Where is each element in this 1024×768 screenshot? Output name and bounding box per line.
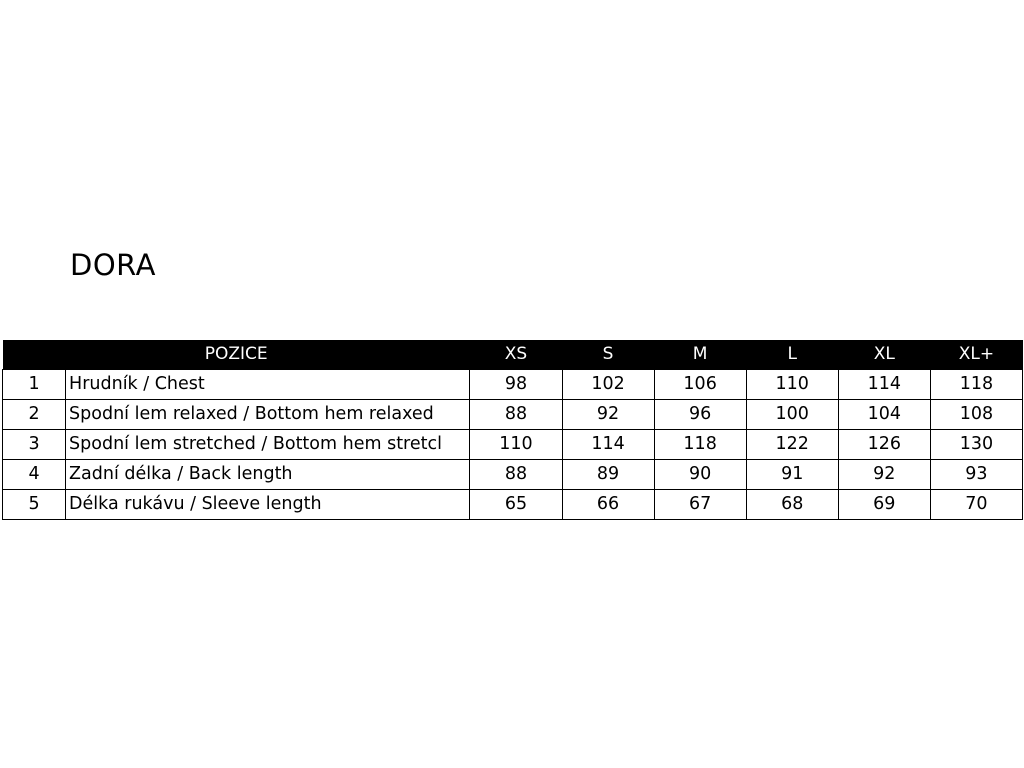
cell-value: 67 xyxy=(654,489,746,519)
cell-value: 88 xyxy=(470,399,562,429)
cell-value: 89 xyxy=(562,459,654,489)
header-size-xl: XL xyxy=(873,344,895,365)
cell-value: 106 xyxy=(654,369,746,399)
cell-value: 108 xyxy=(930,399,1022,429)
header-size-s: S xyxy=(602,344,614,365)
size-chart-table xyxy=(2,340,1023,520)
cell-value: 118 xyxy=(654,429,746,459)
cell-value: 68 xyxy=(746,489,838,519)
cell-value: 88 xyxy=(470,459,562,489)
cell-value: 104 xyxy=(838,399,930,429)
table-body xyxy=(3,369,1023,519)
row-label: Spodní lem stretched / Bottom hem stretcl xyxy=(66,429,470,459)
row-label: Spodní lem relaxed / Bottom hem relaxed xyxy=(66,399,470,429)
row-number: 5 xyxy=(3,489,66,519)
cell-value: 100 xyxy=(746,399,838,429)
cell-value: 118 xyxy=(930,369,1022,399)
cell-value: 69 xyxy=(838,489,930,519)
header-position: POZICE xyxy=(204,344,268,365)
cell-value: 130 xyxy=(930,429,1022,459)
row-label: Zadní délka / Back length xyxy=(66,459,470,489)
cell-value: 102 xyxy=(562,369,654,399)
cell-value: 114 xyxy=(562,429,654,459)
cell-value: 66 xyxy=(562,489,654,519)
header-size-xl-plus: XL+ xyxy=(958,344,995,365)
cell-value: 122 xyxy=(746,429,838,459)
table-header xyxy=(3,340,1023,369)
cell-value: 92 xyxy=(562,399,654,429)
cell-value: 92 xyxy=(838,459,930,489)
table-row xyxy=(3,399,1023,429)
row-label: Délka rukávu / Sleeve length xyxy=(66,489,470,519)
page-title: DORA xyxy=(70,248,156,282)
header-size-l: L xyxy=(787,344,797,365)
cell-value: 126 xyxy=(838,429,930,459)
cell-value: 98 xyxy=(470,369,562,399)
header-row xyxy=(3,340,1023,369)
cell-value: 65 xyxy=(470,489,562,519)
cell-value: 91 xyxy=(746,459,838,489)
cell-value: 70 xyxy=(930,489,1022,519)
header-size-m: M xyxy=(692,344,708,365)
cell-value: 96 xyxy=(654,399,746,429)
row-number: 2 xyxy=(3,399,66,429)
table-row xyxy=(3,489,1023,519)
cell-value: 93 xyxy=(930,459,1022,489)
row-number: 3 xyxy=(3,429,66,459)
cell-value: 90 xyxy=(654,459,746,489)
row-number: 4 xyxy=(3,459,66,489)
row-label: Hrudník / Chest xyxy=(66,369,470,399)
table-row xyxy=(3,429,1023,459)
cell-value: 110 xyxy=(470,429,562,459)
table-row xyxy=(3,369,1023,399)
row-number: 1 xyxy=(3,369,66,399)
cell-value: 114 xyxy=(838,369,930,399)
cell-value: 110 xyxy=(746,369,838,399)
header-size-xs: XS xyxy=(504,344,528,365)
table-row xyxy=(3,459,1023,489)
